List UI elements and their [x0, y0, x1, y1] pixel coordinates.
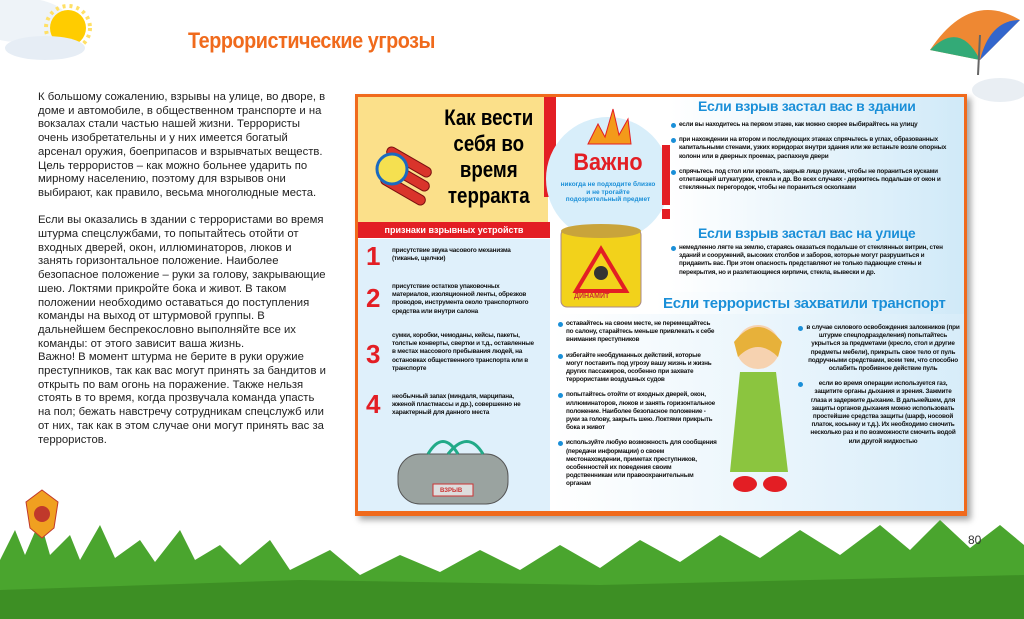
list-item: в случае силового освобождения заложников (при штурме спецподразделения) попытайтесь укрыться за предметами (кресло, стол и другие предметы мебели), прикрыть свое тело от пуль подручными средствами, всем тем, что способно ослабить пробивное действие пуль [798, 324, 960, 373]
sign-text: присутствие остатков упаковочных материалов, изоляционной ленты, обрезков проводов, инструмента около транспортного средства или внутри салона [392, 283, 529, 315]
explosion-icon [583, 99, 643, 149]
poster-title: Как вести себя во время терракта [444, 105, 534, 208]
can-label: ДИНАМИТ [574, 293, 610, 300]
list-item: при нахождении на втором и последующих этажах спрячьтесь в углах, образованных капитальными стенами, узких коридорах внутри здания или же встаньте возле опорных колонн или в дверных проемах, распахнув двери [671, 136, 956, 161]
intro-paragraph: Важно! В момент штурма не берите в руки оружие преступников, так как вас могут принять за бандитов и открыть по вам огонь на поражение. Также нельзя стоять в то время, когда прозвучала команда упасть на пол; бежать навстречу сотрудникам спецслужб или от них, так как в этом случае они могут принять вас за террористов. [38, 351, 326, 446]
grass-decoration [0, 500, 1024, 619]
transport-heading: Если террористы захватили транспорт [663, 295, 946, 312]
list-item: немедленно лягте на землю, стараясь оказаться подальше от стеклянных витрин, стен зданий и сооружений, высоких столбов и заборов, которые могут разрушиться и придавить вас. При этом опасность представляют не только падающие стены и перекрытия, но и разлетающиеся кирпичи, стекла, вывески и др. [671, 244, 956, 277]
dynamite-bomb-icon [364, 137, 444, 217]
important-text: никогда не подходите близко и не трогайте подозрительный предмет [560, 181, 656, 203]
page-title: Террористические угрозы [188, 28, 435, 53]
street-heading: Если взрыв застал вас на улице [698, 225, 916, 241]
intro-paragraph: Если вы оказались в здании с террористами во время штурма спецслужбами, то попытайтесь отойти от входных дверей, окон, иллюминаторов, люков и занять горизонтальное положение. Наиболее безопасное положение – руки за голову, закрывающие шею. Локтями прикройте бока и живот. В таком положении необходимо оставаться до поступления команды на выход от штурмовой группы. В дальнейшем беспрекословно выполняйте все их команды: от этого зависит ваша жизнь. [38, 214, 326, 350]
list-item: попытайтесь отойти от входных дверей, окон, иллюминаторов, люков и занять горизонтальное положение. Наиболее безопасное положение - руки за голову, закрыть шею. Локтями прикрыть бока и живот [558, 391, 718, 432]
page-number: 80 [968, 533, 982, 547]
list-item: если во время операции используется газ, защитите органы дыхания и зрения. Зажмите глаза и задержите дыхание. В дальнейшем, для защиты органов дыхания можно использовать простейшие средства защиты (шарф, носовой платок, косынку и т.д.). Их необходимо смочить несколько раз и по возможности смочить водой или другой жидкостью [798, 380, 960, 446]
list-item: спрячьтесь под стол или кровать, закрыв лицо руками, чтобы не пораниться кусками отлетающей штукатурки, стекла и др. Во всех случаях - держитесь подальше от окон и стеклянных перегородок, чтобы не пораниться осколками [671, 168, 956, 193]
girl-illustration [720, 312, 800, 502]
emblem-icon [20, 488, 64, 540]
signs-header: признаки взрывных устройств [358, 222, 550, 238]
poster [355, 94, 967, 516]
sign-text: присутствие звука часового механизма (тиканье, щелчки) [392, 247, 511, 263]
intro-text [38, 91, 328, 461]
list-item: оставайтесь на своем месте, не перемещайтесь по салону, старайтесь меньше привлекать к себе внимания преступников [558, 320, 718, 345]
list-item: используйте любую возможность для сообщения (передачи информации) о своем местонахождении, приметах преступников, особенностей их поведения своим родственникам или правоохранительным органам [558, 439, 718, 488]
bag-label: ВЗРЫВ [440, 488, 463, 494]
sign-number: 3 [366, 339, 381, 369]
building-heading: Если взрыв застал вас в здании [698, 98, 916, 114]
sun-icon [0, 0, 120, 70]
sign-number: 1 [366, 241, 381, 271]
sign-number: 4 [366, 389, 381, 419]
list-item: избегайте необдуманных действий, которые могут поставить под угрозу вашу жизнь и жизнь других пассажиров, особенно при захвате террористами воздушных судов [558, 352, 718, 385]
important-title: Важно [573, 149, 643, 176]
signs-panel [358, 239, 550, 516]
sign-text: сумки, коробки, чемоданы, кейсы, пакеты, толстые конверты, свертки и т.д., оставленные в местах массового пребывания людей, на остановках общественного транспорта или в транспорте [392, 332, 534, 372]
sign-number: 2 [366, 283, 381, 313]
sign-text: необычный запах (миндаля, марципана, жженой пластмассы и др.), совершенно не характерный для данного места [392, 393, 521, 417]
list-item: если вы находитесь на первом этаже, как можно скорее выбирайтесь на улицу [671, 121, 956, 129]
intro-paragraph: К большому сожалению, взрывы на улице, во дворе, в доме и автомобиле, в общественном транспорте и на вокзалах стали частью нашей жизни. Террористы очень изобретательны и у них имеется богатый арсенал оружия, боеприпасов и взрывчатых веществ. Цель террористов – как можно больнее ударить по мирному населению, поэтому для взрывов они выбирают, как правило, весьма многолюдные места. [38, 91, 326, 199]
